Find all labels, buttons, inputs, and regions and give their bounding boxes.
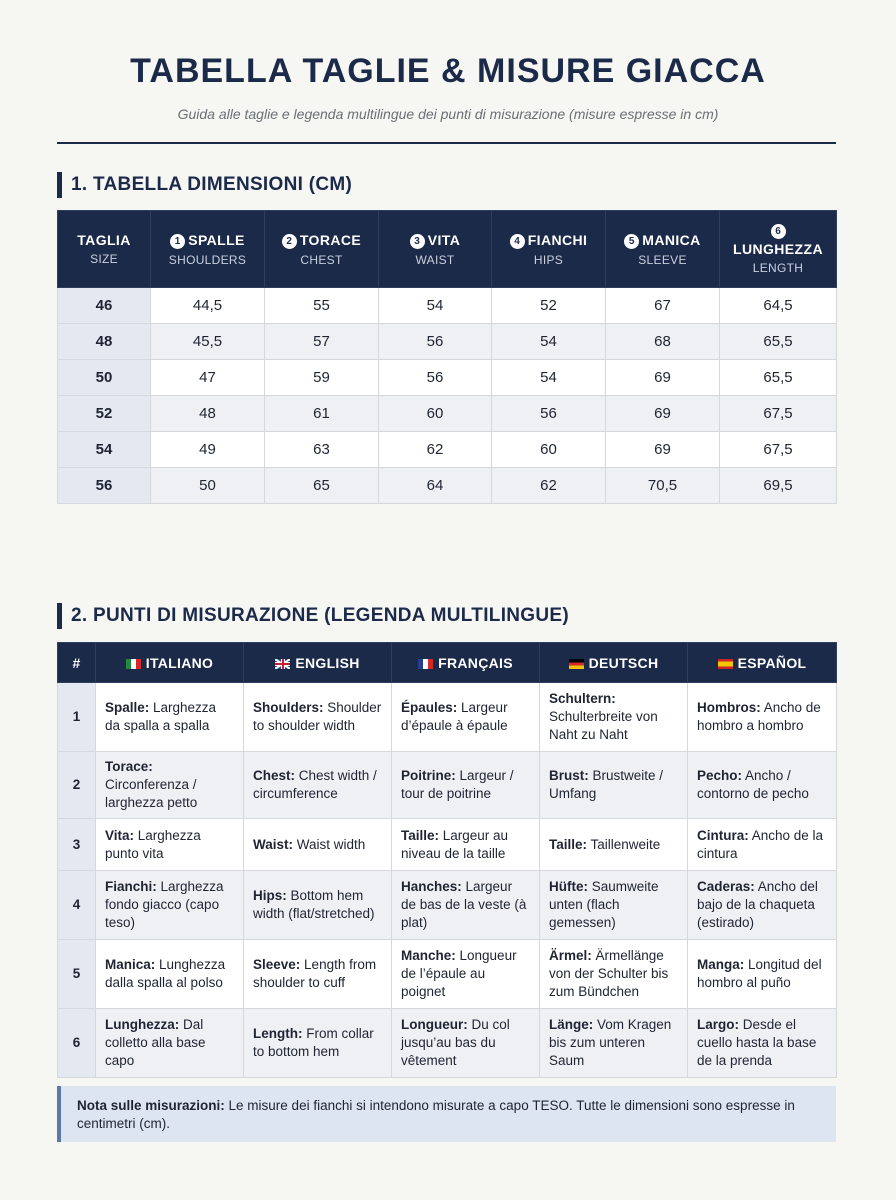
legend-desc: Length from shoulder to cuff xyxy=(253,957,377,990)
measure-cell: 62 xyxy=(492,468,606,504)
measure-cell: 64,5 xyxy=(720,288,837,324)
legend-cell-en xyxy=(244,940,392,1009)
table-row xyxy=(58,1009,837,1078)
legend-term: Chest: xyxy=(253,768,296,783)
size-cell: 50 xyxy=(58,360,151,396)
measure-cell: 60 xyxy=(379,396,492,432)
legend-cell-en xyxy=(244,819,392,871)
legend-cell-it xyxy=(96,940,244,1009)
legend-term: Fianchi: xyxy=(105,879,157,894)
measure-cell: 65 xyxy=(265,468,379,504)
measure-cell: 45,5 xyxy=(151,324,265,360)
legend-cell-it xyxy=(96,1009,244,1078)
legend-cell-de xyxy=(540,1009,688,1078)
legend-term: Shoulders: xyxy=(253,700,324,715)
size-header-spalle xyxy=(151,211,265,288)
measure-cell: 67,5 xyxy=(720,396,837,432)
size-header-sub: CHEST xyxy=(300,252,343,267)
legend-term: Vita: xyxy=(105,827,135,843)
table-row xyxy=(58,324,837,360)
legend-desc: Longueur de l’épaule au poignet xyxy=(401,948,517,999)
size-header-taglia xyxy=(58,211,151,288)
legend-desc: Largeur de bas de la veste (à plat) xyxy=(401,879,527,930)
legend-cell-en xyxy=(244,1009,392,1078)
measure-cell: 61 xyxy=(265,396,379,432)
legend-cell-es xyxy=(688,940,837,1009)
size-header-sub: SIZE xyxy=(90,252,118,266)
legend-cell-de xyxy=(540,871,688,940)
legend-desc: Waist width xyxy=(293,836,366,852)
legend-desc: Larghezza punto vita xyxy=(105,827,201,861)
size-header-label: MANICA xyxy=(642,231,701,248)
legend-header-label: ENGLISH xyxy=(295,654,360,671)
table-row xyxy=(58,396,837,432)
table-row xyxy=(58,468,837,504)
legend-cell-it xyxy=(96,819,244,871)
measure-cell: 69 xyxy=(606,432,720,468)
legend-cell-en xyxy=(244,752,392,819)
size-header-label: FIANCHI xyxy=(527,231,588,248)
legend-desc: Chest width / circumference xyxy=(253,768,377,801)
legend-cell-fr xyxy=(392,683,540,752)
number-badge-icon: 6 xyxy=(771,224,786,239)
number-badge-icon: 4 xyxy=(510,234,525,249)
size-header-vita xyxy=(379,211,492,288)
legend-header-espanol xyxy=(688,643,837,683)
size-header-label: SPALLE xyxy=(188,231,245,248)
measure-cell: 52 xyxy=(492,288,606,324)
legend-term: Pecho: xyxy=(697,768,743,783)
legend-cell-fr xyxy=(392,871,540,940)
number-badge-icon: 1 xyxy=(170,234,185,249)
legend-term: Taille: xyxy=(549,836,588,852)
size-header-torace xyxy=(265,211,379,288)
size-header-sub: WAIST xyxy=(415,252,455,267)
measure-cell: 57 xyxy=(265,324,379,360)
legend-term: Largo: xyxy=(697,1017,739,1032)
legend-term: Length: xyxy=(253,1026,303,1041)
number-badge-icon: 5 xyxy=(624,234,639,249)
uk-flag-icon xyxy=(275,659,290,669)
legend-cell-de xyxy=(540,752,688,819)
measure-cell: 49 xyxy=(151,432,265,468)
legend-desc: Larghezza fondo giacco (capo teso) xyxy=(105,879,224,930)
size-header-sub: LENGTH xyxy=(752,260,804,275)
legend-term: Brust: xyxy=(549,768,589,783)
size-header-label: TAGLIA xyxy=(77,232,131,248)
note-text: Le misure dei fianchi si intendono misurate a capo TESO. Tutte le dimensioni sono espresse in centimetri (cm). xyxy=(77,1098,795,1131)
legend-term: Spalle: xyxy=(105,700,150,715)
legend-desc: Saumweite unten (flach gemessen) xyxy=(549,879,659,930)
legend-term: Torace: xyxy=(105,759,153,774)
legend-desc: Vom Kragen bis zum unteren Saum xyxy=(549,1017,672,1068)
legend-header-index: # xyxy=(58,643,96,683)
legend-cell-es xyxy=(688,683,837,752)
legend-header-english xyxy=(244,643,392,683)
legend-term: Waist: xyxy=(253,836,293,852)
measure-cell: 56 xyxy=(492,396,606,432)
legend-cell-de xyxy=(540,819,688,871)
legend-index: 4 xyxy=(58,871,96,940)
legend-desc: Lunghezza dalla spalla al polso xyxy=(105,957,226,990)
table-row xyxy=(58,683,837,752)
measure-cell: 65,5 xyxy=(720,324,837,360)
legend-desc: Du col jusqu’au bas du vêtement xyxy=(401,1017,510,1068)
size-table xyxy=(57,210,837,504)
size-header-label: VITA xyxy=(427,231,461,248)
legend-term: Épaules: xyxy=(401,700,458,715)
measure-cell: 67,5 xyxy=(720,432,837,468)
legend-header-label: ITALIANO xyxy=(145,654,214,671)
measure-cell: 59 xyxy=(265,360,379,396)
legend-term: Cintura: xyxy=(697,827,749,843)
measure-cell: 55 xyxy=(265,288,379,324)
measure-cell: 67 xyxy=(606,288,720,324)
page-subtitle: Guida alle taglie e legenda multilingue dei punti di misurazione (misure espresse in cm) xyxy=(177,106,719,122)
legend-term: Poitrine: xyxy=(401,768,456,783)
legend-cell-es xyxy=(688,752,837,819)
legend-cell-en xyxy=(244,871,392,940)
legend-desc: Dal colletto alla base capo xyxy=(105,1017,206,1068)
germany-flag-icon xyxy=(569,659,584,669)
legend-desc: Ancho de la cintura xyxy=(697,827,824,861)
legend-term: Manica: xyxy=(105,957,156,972)
measurement-note xyxy=(57,1086,836,1142)
measure-cell: 47 xyxy=(151,360,265,396)
legend-term: Longueur: xyxy=(401,1017,468,1032)
italy-flag-icon xyxy=(126,659,141,669)
legend-desc: Taillenweite xyxy=(587,836,661,852)
legend-header-italiano xyxy=(96,643,244,683)
legend-term: Schultern: xyxy=(549,691,616,706)
legend-desc: Ärmellänge von der Schulter bis zum Bündchen xyxy=(549,948,669,999)
legend-term: Taille: xyxy=(401,827,440,843)
legend-index: 2 xyxy=(58,752,96,819)
legend-header-francais xyxy=(392,643,540,683)
measure-cell: 50 xyxy=(151,468,265,504)
legend-desc: Brustweite / Umfang xyxy=(549,768,664,801)
measure-cell: 56 xyxy=(379,360,492,396)
legend-cell-it xyxy=(96,871,244,940)
measure-cell: 56 xyxy=(379,324,492,360)
legend-desc: Largeur au niveau de la taille xyxy=(401,827,509,861)
measure-cell: 54 xyxy=(492,360,606,396)
measure-cell: 65,5 xyxy=(720,360,837,396)
size-cell: 48 xyxy=(58,324,151,360)
measure-cell: 60 xyxy=(492,432,606,468)
size-cell: 52 xyxy=(58,396,151,432)
legend-term: Caderas: xyxy=(697,879,755,894)
legend-desc: Ancho / contorno de pecho xyxy=(697,768,809,801)
legend-header-label: ESPAÑOL xyxy=(737,654,807,671)
france-flag-icon xyxy=(418,659,433,669)
size-header-sub: HIPS xyxy=(533,252,564,267)
size-header-manica xyxy=(606,211,720,288)
header-divider xyxy=(57,142,836,144)
note-label: Nota sulle misurazioni: xyxy=(77,1098,225,1113)
legend-term: Lunghezza: xyxy=(105,1017,180,1032)
legend-desc: Schulterbreite von Naht zu Naht xyxy=(549,709,658,742)
legend-desc: Largeur / tour de poitrine xyxy=(401,768,514,801)
section-title-dimensions: 1. TABELLA DIMENSIONI (CM) xyxy=(57,172,352,198)
legend-desc: Longitud del hombro al puño xyxy=(697,957,822,990)
legend-desc: Circonferenza / larghezza petto xyxy=(105,777,198,810)
legend-cell-fr xyxy=(392,940,540,1009)
spain-flag-icon xyxy=(718,659,733,669)
measure-cell: 62 xyxy=(379,432,492,468)
legend-term: Hombros: xyxy=(697,700,761,715)
legend-term: Hanches: xyxy=(401,879,462,894)
legend-cell-es xyxy=(688,819,837,871)
legend-term: Manche: xyxy=(401,948,456,963)
number-badge-icon: 3 xyxy=(410,234,425,249)
legend-cell-de xyxy=(540,940,688,1009)
measure-cell: 64 xyxy=(379,468,492,504)
size-header-label: LUNGHEZZA xyxy=(733,240,823,257)
table-row xyxy=(58,288,837,324)
legend-desc: Desde el cuello hasta la base de la prenda xyxy=(697,1017,817,1068)
legend-cell-en xyxy=(244,683,392,752)
legend-table xyxy=(57,642,837,1078)
measure-cell: 54 xyxy=(492,324,606,360)
legend-cell-es xyxy=(688,871,837,940)
legend-index: 1 xyxy=(58,683,96,752)
measure-cell: 68 xyxy=(606,324,720,360)
table-row xyxy=(58,752,837,819)
legend-cell-fr xyxy=(392,752,540,819)
legend-table-header-row xyxy=(58,643,837,683)
legend-term: Manga: xyxy=(697,957,745,972)
legend-desc: Largeur d’épaule à épaule xyxy=(401,700,508,733)
legend-term: Hüfte: xyxy=(549,879,588,894)
legend-term: Sleeve: xyxy=(253,957,301,972)
size-header-lunghezza xyxy=(720,211,837,288)
table-row xyxy=(58,871,837,940)
legend-term: Länge: xyxy=(549,1017,594,1032)
legend-cell-es xyxy=(688,1009,837,1078)
measure-cell: 69 xyxy=(606,360,720,396)
table-row xyxy=(58,940,837,1009)
size-header-sub: SLEEVE xyxy=(638,252,687,267)
measure-cell: 69 xyxy=(606,396,720,432)
measure-cell: 48 xyxy=(151,396,265,432)
legend-term: Ärmel: xyxy=(549,948,592,963)
measure-cell: 54 xyxy=(379,288,492,324)
legend-index: 3 xyxy=(58,819,96,871)
legend-desc: Ancho del bajo de la chaqueta (estirado) xyxy=(697,879,818,930)
number-badge-icon: 2 xyxy=(282,234,297,249)
table-row xyxy=(58,360,837,396)
table-row xyxy=(58,432,837,468)
legend-index: 6 xyxy=(58,1009,96,1078)
legend-cell-it xyxy=(96,683,244,752)
measure-cell: 70,5 xyxy=(606,468,720,504)
size-header-sub: SHOULDERS xyxy=(168,252,247,267)
legend-desc: Bottom hem width (flat/stretched) xyxy=(253,888,375,921)
size-header-fianchi xyxy=(492,211,606,288)
page-title: TABELLA TAGLIE & MISURE GIACCA xyxy=(130,52,766,90)
legend-desc: Shoulder to shoulder width xyxy=(253,700,382,733)
legend-header-label: FRANÇAIS xyxy=(438,654,513,671)
size-header-label: TORACE xyxy=(299,231,362,248)
legend-desc: Ancho de hombro a hombro xyxy=(697,700,821,733)
legend-index: 5 xyxy=(58,940,96,1009)
legend-cell-de xyxy=(540,683,688,752)
size-table-header-row xyxy=(58,211,837,288)
size-cell: 54 xyxy=(58,432,151,468)
legend-desc: From collar to bottom hem xyxy=(253,1026,374,1059)
legend-cell-fr xyxy=(392,819,540,871)
legend-cell-it xyxy=(96,752,244,819)
size-cell: 46 xyxy=(58,288,151,324)
legend-desc: Larghezza da spalla a spalla xyxy=(105,700,217,733)
table-row xyxy=(58,819,837,871)
legend-term: Hips: xyxy=(253,888,287,903)
legend-header-label: DEUTSCH xyxy=(588,654,659,671)
section-title-legend: 2. PUNTI DI MISURAZIONE (LEGENDA MULTILINGUE) xyxy=(57,603,569,629)
size-cell: 56 xyxy=(58,468,151,504)
measure-cell: 63 xyxy=(265,432,379,468)
measure-cell: 69,5 xyxy=(720,468,837,504)
legend-header-deutsch xyxy=(540,643,688,683)
legend-cell-fr xyxy=(392,1009,540,1078)
measure-cell: 44,5 xyxy=(151,288,265,324)
